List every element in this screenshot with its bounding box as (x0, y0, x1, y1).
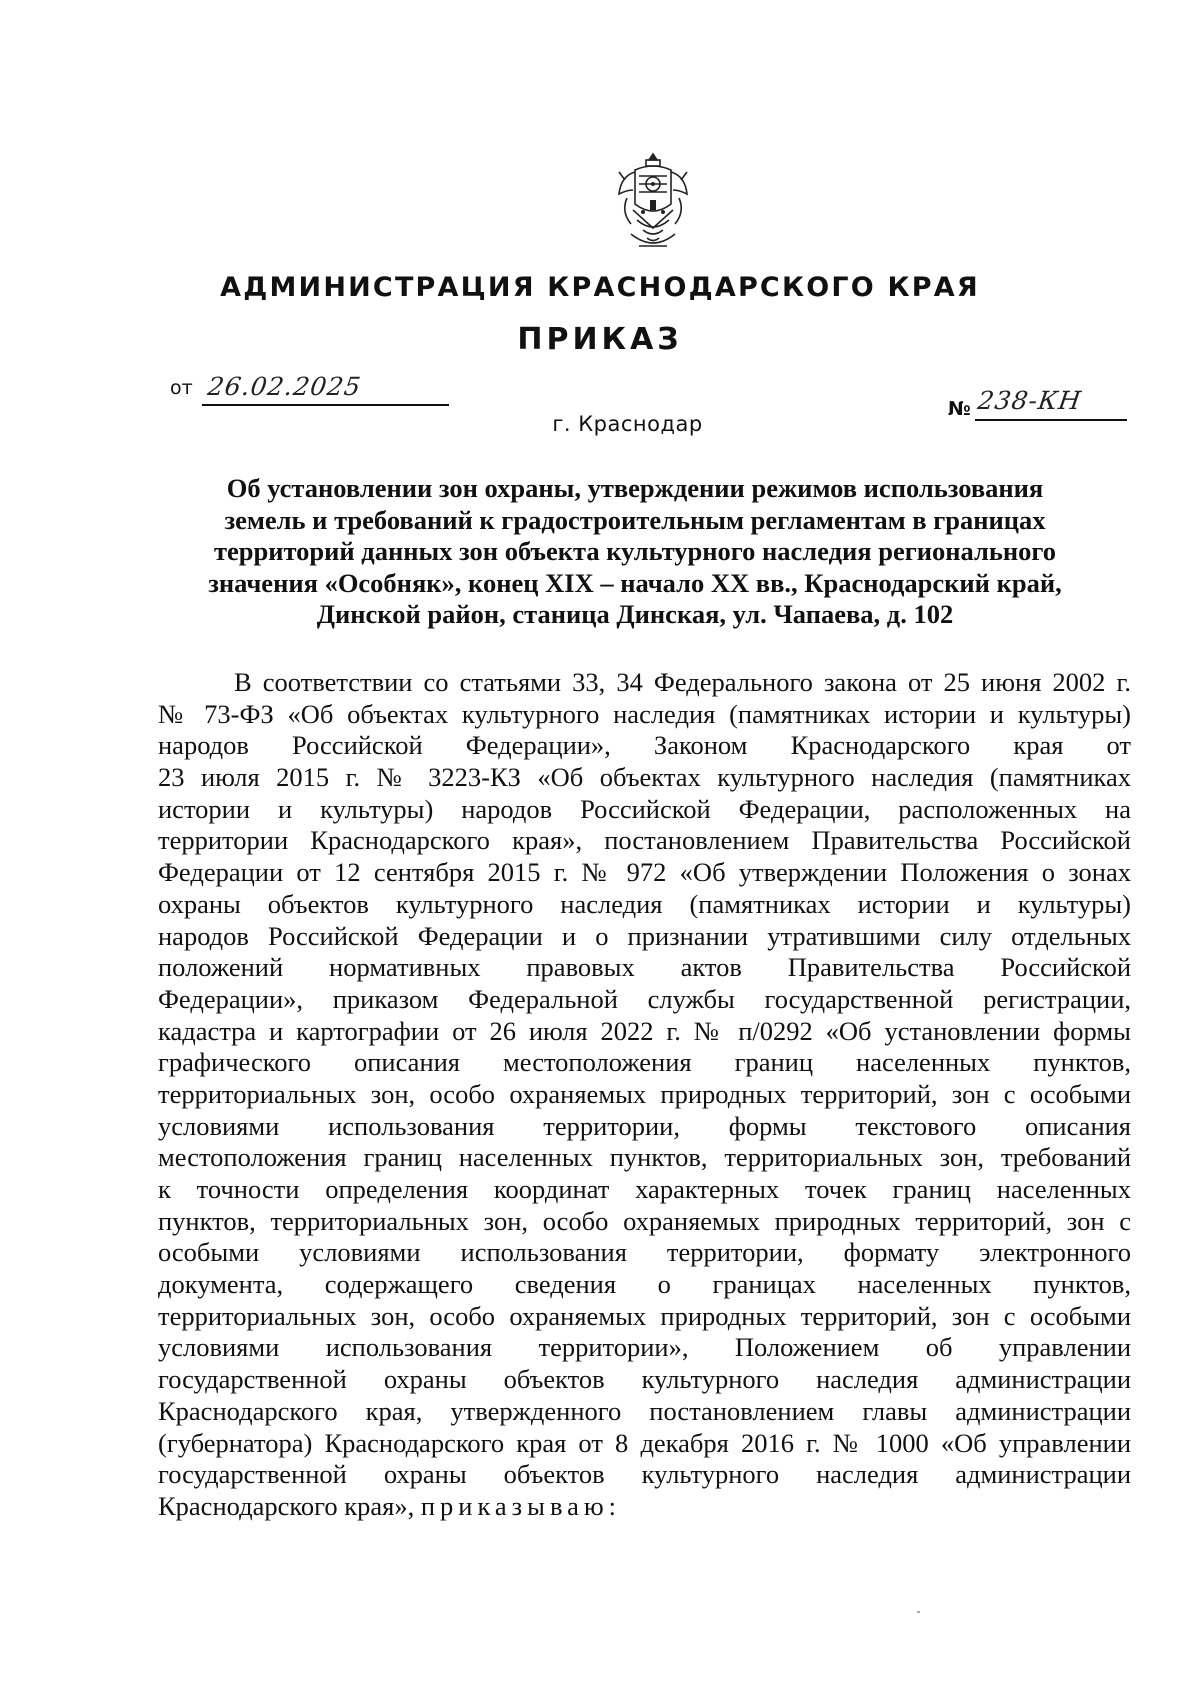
title-line: территорий данных зон объекта культурного наследия регионального (213, 536, 1057, 566)
body-line: территориальных зон, особо охраняемых природных территорий, зон с особыми (158, 1300, 1131, 1331)
body-line: пунктов, территориальных зон, особо охраняемых природных территорий, зон с (158, 1205, 1131, 1236)
body-line: народов Российской Федерации и о признании утратившими силу отдельных (158, 920, 1131, 951)
body-line: графического описания местоположения границ населенных пунктов, (158, 1047, 1131, 1078)
body-line: местоположения границ населенных пунктов, территориальных зон, требований (158, 1142, 1131, 1173)
body-line: охраны объектов культурного наследия (памятниках истории и культуры) (158, 888, 1131, 919)
body-line: документа, содержащего сведения о границах населенных пунктов, (158, 1269, 1131, 1300)
body-line: территориальных зон, особо охраняемых природных территорий, зон с особыми (158, 1078, 1131, 1109)
closing-text: Краснодарского края», (158, 1490, 415, 1521)
body-line: 23 июля 2015 г. № 3223-КЗ «Об объектах культурного наследия (памятниках (158, 762, 1131, 793)
number-label: № (948, 398, 971, 420)
city-line: г. Краснодар (552, 412, 703, 436)
body-line: государственной охраны объектов культурного наследия администрации (158, 1364, 1131, 1395)
body-line: условиями использования территории, формы текстового описания (158, 1110, 1131, 1141)
date-label: от (170, 377, 193, 399)
title-line: земель и требований к градостроительным регламентам в границах (224, 504, 1046, 535)
body-line: положений нормативных правовых актов Правительства Российской (158, 952, 1131, 983)
body-line: Краснодарского края, утвержденного постановлением главы администрации (158, 1395, 1131, 1426)
organization-heading: АДМИНИСТРАЦИЯ КРАСНОДАРСКОГО КРАЯ (220, 272, 980, 303)
document-body (158, 667, 1131, 1523)
body-line: территории Краснодарского края», постановлением Правительства Российской (158, 825, 1131, 856)
date-handwritten: 26.02.2025 (205, 372, 364, 401)
title-line: Динской район, станица Динская, ул. Чапаева, д. 102 (316, 599, 954, 629)
body-line: (губернатора) Краснодарского края от 8 декабря 2016 г. № 1000 «Об управлении (158, 1427, 1131, 1458)
number-handwritten: 238-КН (975, 386, 1084, 415)
document-title (150, 473, 1120, 631)
coat-of-arms-emblem (613, 150, 693, 252)
body-line: особыми условиями использования территории, формату электронного (158, 1237, 1131, 1268)
body-line: В соответствии со статьями 33, 34 Федерального закона от 25 июня 2002 г. (234, 667, 1131, 697)
body-line: государственной охраны объектов культурного наследия администрации (158, 1459, 1131, 1490)
body-line: Федерации от 12 сентября 2015 г. № 972 «Об утверждении Положения о зонах (158, 857, 1131, 888)
body-line: к точности определения координат характерных точек границ населенных (158, 1174, 1131, 1204)
body-line: кадастра и картографии от 26 июля 2022 г. № п/0292 «Об установлении формы (158, 1015, 1131, 1046)
body-line: народов Российской Федерации», Законом Краснодарского края от (158, 730, 1131, 761)
body-line: условиями использования территории», Положением об управлении (158, 1332, 1131, 1363)
body-line: истории и культуры) народов Российской Федерации, расположенных на (158, 793, 1131, 824)
date-underline (202, 404, 449, 406)
title-line: Об установлении зон охраны, утверждении режимов использования (226, 473, 1044, 503)
document-type-heading: ПРИКАЗ (517, 322, 683, 357)
title-line: значения «Особняк», конец XIX – начало XX вв., Краснодарский край, (208, 567, 1062, 598)
order-word-spaced: приказываю: (420, 1490, 622, 1521)
body-line: № 73-ФЗ «Об объектах культурного наследия (памятниках истории и культуры) (158, 698, 1131, 729)
body-line: Федерации», приказом Федеральной службы государственной регистрации, (158, 983, 1131, 1014)
closing-line (158, 1491, 1131, 1523)
scan-speck (917, 1611, 920, 1613)
